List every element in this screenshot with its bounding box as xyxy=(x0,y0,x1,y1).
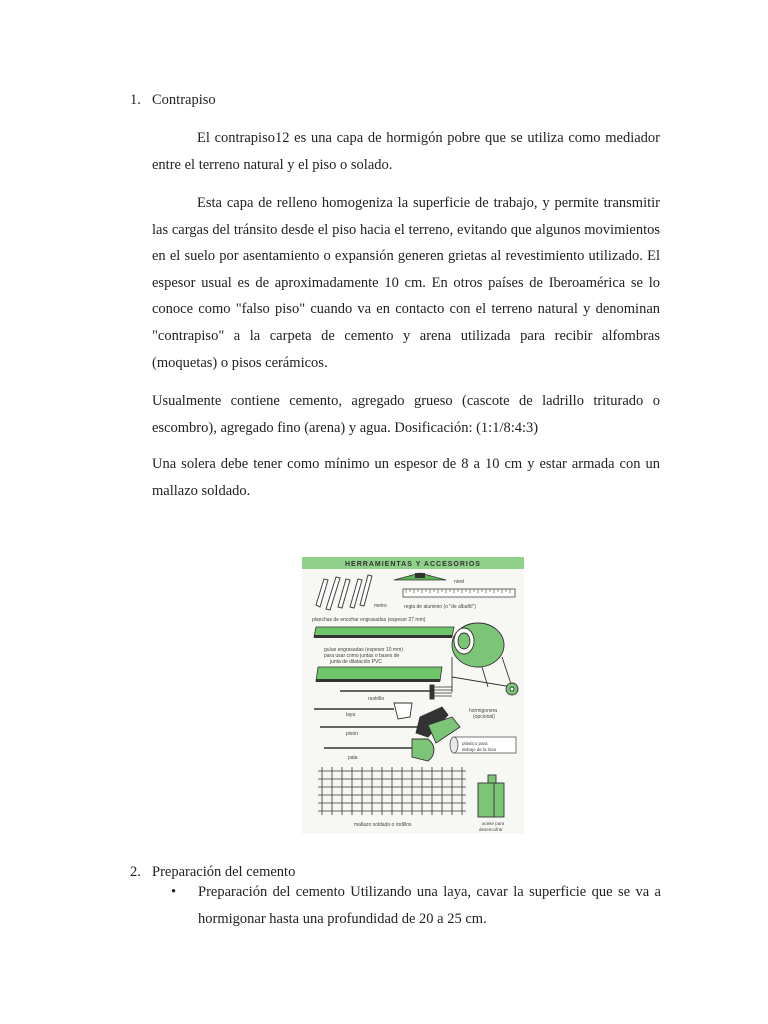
label-laya: laya xyxy=(346,712,356,718)
bullet-text: Preparación del cemento Utilizando una laya, cavar la superficie que se va a hormigonar hasta una profundidad de 20 a 25 cm. xyxy=(198,884,661,927)
tools-illustration xyxy=(302,557,524,834)
bullet-icon: • xyxy=(171,884,177,900)
label-guias-1: guías engrasadas (espesor 10 mm) xyxy=(324,647,403,653)
spirit-level-icon xyxy=(394,573,446,580)
figure-title: HERRAMIENTAS Y ACCESORIOS xyxy=(345,561,481,568)
welded-mesh-icon xyxy=(318,767,466,815)
label-pala: pala xyxy=(348,755,358,761)
label-hormigonera-2: (opcional) xyxy=(473,714,495,720)
spade-icon xyxy=(314,703,412,719)
label-guias-3: junta de dilatación PVC xyxy=(330,659,382,665)
section-number: 1. xyxy=(130,92,141,108)
section-number: 2. xyxy=(130,864,141,880)
label-nivel: nivel xyxy=(454,579,465,585)
paragraph: Esta capa de relleno homogeniza la superficie de trabajo, y permite transmitir las cargas del tránsito desde el piso hacia el terreno, evitando que algunos movimientos en el suelo por asentamiento o expansión generen grietas al revestimiento utilizado. El espesor usual es de aproximadamente 10 cm. En otros países de Iberoamérica se lo conoce como "falso piso" cuando va en contacto con el terreno natural y denominan "contrapiso" a la carpeta de cemento y arena utilizada para recibir alfombras (moquetas) o pisos cerámicos. xyxy=(152,195,660,371)
label-metro: metro xyxy=(374,603,387,609)
rake-icon xyxy=(340,685,452,699)
guide-strip-icon xyxy=(316,667,442,682)
bullet-item xyxy=(171,879,661,932)
label-planchas: planchas de encofrar engrasadas (espesor 27 mm) xyxy=(312,617,426,623)
label-mallazo: mallazo soldado o rodillos xyxy=(354,822,412,828)
label-aceite-2: desencofrar xyxy=(479,827,503,832)
paragraph: El contrapiso12 es una capa de hormigón pobre que se utiliza como mediador entre el terreno natural y el piso o solado. xyxy=(152,130,660,173)
section-1-heading xyxy=(130,92,216,109)
formwork-plank-icon xyxy=(314,627,454,638)
label-regla: regla de aluminio (o "de albañil") xyxy=(404,604,476,610)
paragraph: Usualmente contiene cemento, agregado grueso (cascote de ladrillo triturado o escombro), agregado fino (arena) y agua. Dosificación: (1:1/8:4:3) xyxy=(152,393,660,436)
label-hormigonera-1: hormigonera xyxy=(469,708,498,714)
label-rastrillo: rastrillo xyxy=(368,696,385,702)
label-guias-2: para usar como juntas o bases de xyxy=(324,653,400,659)
paragraph: Una solera debe tener como mínimo un espesor de 8 a 10 cm y estar armada con un mallazo soldado. xyxy=(152,456,660,499)
label-plastico-1: plástico para xyxy=(462,741,488,746)
section-title: Contrapiso xyxy=(152,92,216,108)
shovel-icon xyxy=(324,739,434,761)
label-plastico-2: debajo de la losa xyxy=(462,747,497,752)
tools-figure-svg xyxy=(302,557,524,834)
tamper-icon xyxy=(320,707,460,743)
folding-rule-icon xyxy=(316,575,372,610)
aluminium-ruler-icon xyxy=(403,589,515,597)
label-aceite-1: aceite para xyxy=(482,821,505,826)
section-title: Preparación del cemento xyxy=(152,864,296,880)
cement-mixer-icon xyxy=(452,623,518,695)
oil-can-icon xyxy=(478,775,504,817)
label-pison: pisón xyxy=(346,731,358,737)
